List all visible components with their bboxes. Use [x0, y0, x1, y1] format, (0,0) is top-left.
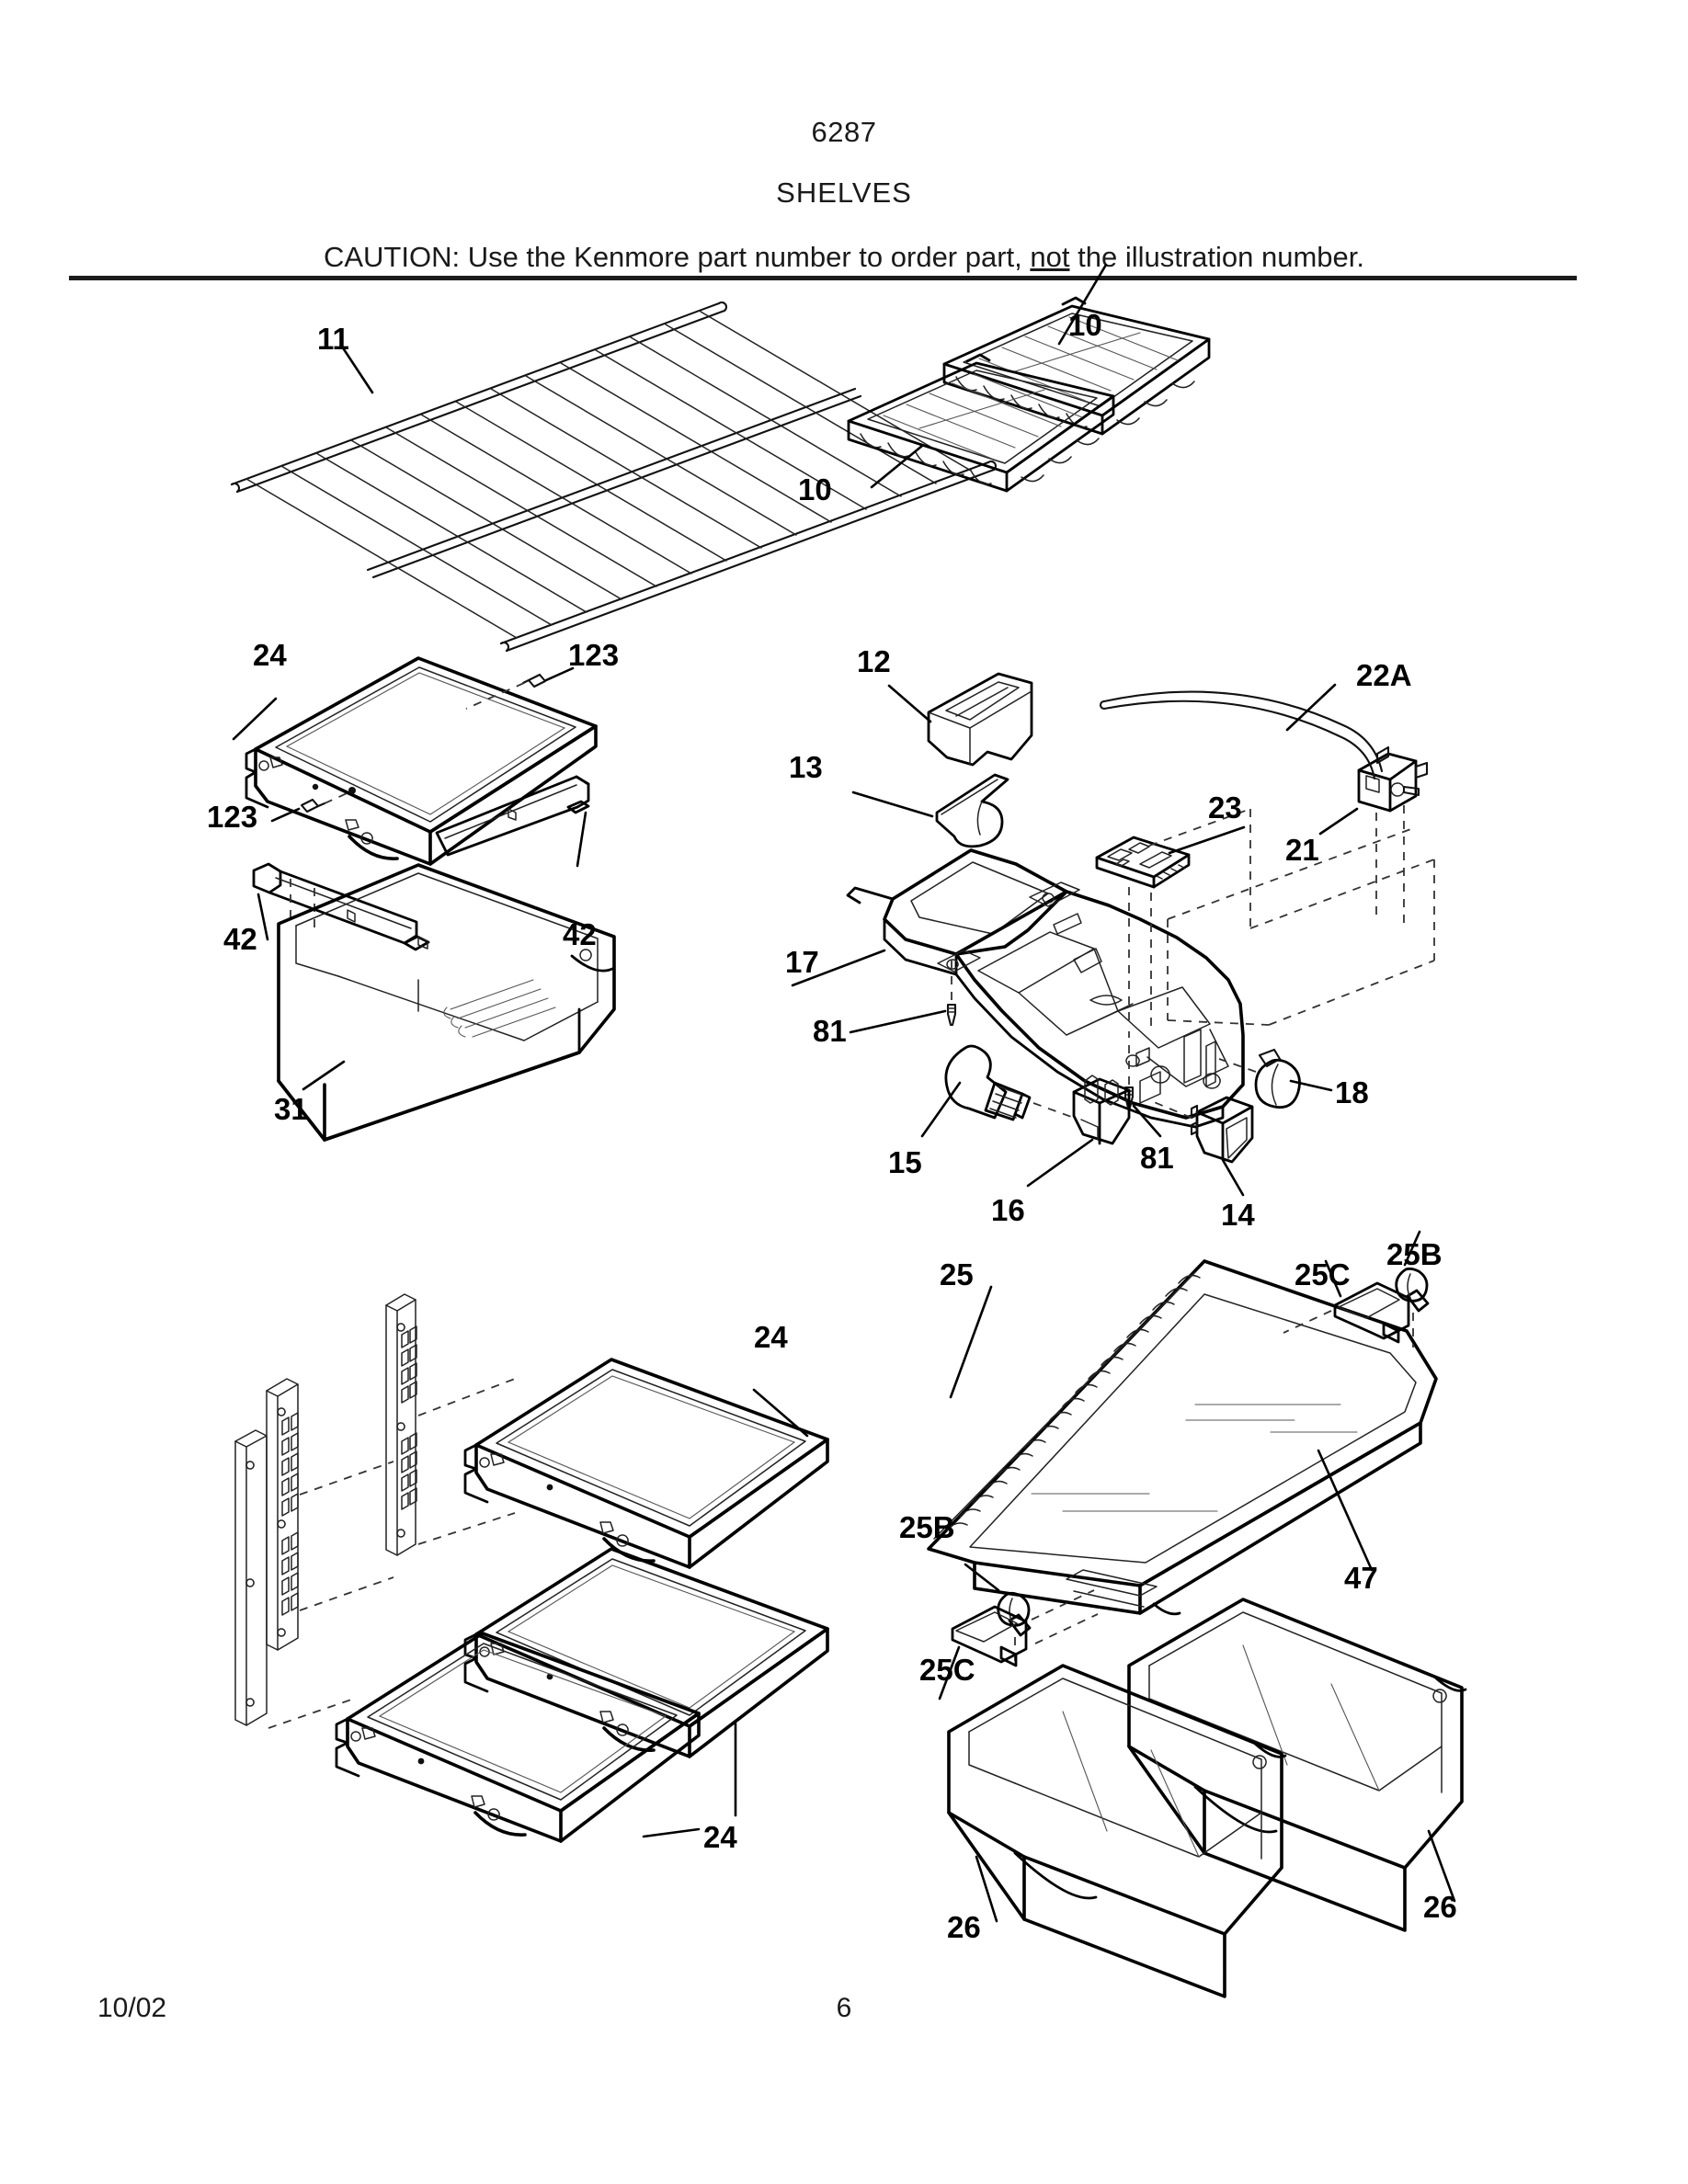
- light-bulb-art: [946, 1046, 1074, 1120]
- callout-crisper-bin-left: 26: [947, 1910, 981, 1944]
- callout-crisper-cover: 25: [940, 1257, 974, 1291]
- callout-shelf-lower: 24: [703, 1820, 737, 1854]
- callout-crisper-drawer: 31: [274, 1092, 308, 1126]
- rail-right-leader: [577, 813, 586, 866]
- screw-123-left-art: [302, 787, 356, 812]
- crisper-cover-leader: [951, 1287, 991, 1397]
- callout-control-board: 23: [1208, 791, 1242, 825]
- callout-light-bulb: 15: [888, 1145, 922, 1179]
- page-number: 6: [836, 1993, 852, 2023]
- callout-glass-shelf-top: 24: [253, 638, 287, 672]
- caution-prefix: CAUTION: Use the Kenmore part number to order part,: [323, 241, 1031, 273]
- shelf-upper-leader: [754, 1390, 807, 1436]
- rocker-switch-leader: [1223, 1160, 1243, 1195]
- crisper-bin-right-art: [1129, 1599, 1466, 1930]
- callout-ice-tray-upper: 10: [1068, 308, 1102, 342]
- revision-date: 10/02: [97, 1993, 167, 2023]
- caution-suffix: the illustration number.: [1069, 241, 1365, 273]
- callout-glass-insert: 47: [1344, 1561, 1378, 1595]
- callout-knob-lever: 13: [789, 750, 823, 784]
- screw-81-left-art: [948, 956, 955, 1025]
- callout-capillary-tube: 22A: [1356, 658, 1412, 692]
- callout-knob-cover: 12: [857, 644, 891, 678]
- shelf-bottom-art: [336, 1633, 699, 1841]
- callout-clip-25b-right: 25B: [1386, 1237, 1443, 1271]
- shelf-upper-art: [465, 1359, 827, 1567]
- callout-rocker-switch: 14: [1221, 1198, 1255, 1232]
- knob-cover-art: [929, 674, 1032, 765]
- control-board-leader: [1169, 827, 1244, 853]
- callout-rail-42-right: 42: [563, 917, 597, 951]
- callout-control-housing: 17: [785, 945, 819, 979]
- callout-wire-shelf: 11: [317, 322, 349, 356]
- callout-bracket-25c-left: 25C: [919, 1653, 975, 1687]
- callout-clip-25b-left: 25B: [899, 1510, 955, 1544]
- thermostat-leader: [1320, 809, 1357, 834]
- callout-crisper-bin-right: 26: [1423, 1890, 1457, 1924]
- callout-rail-42-left: 42: [223, 922, 257, 956]
- knob-lever-leader: [853, 792, 932, 816]
- caution-emphasis: not: [1030, 241, 1070, 273]
- rail-left-leader: [258, 894, 268, 939]
- capillary-tube-art: [1101, 692, 1382, 779]
- crisper-drawer-art: [279, 865, 614, 1140]
- shelf-ladder-rail-mid-art: [267, 1379, 298, 1650]
- section-title: SHELVES: [776, 176, 912, 209]
- callout-screw-123-left: 123: [207, 800, 258, 834]
- rail-shelf-dash-bottom: [268, 1699, 354, 1728]
- callout-bracket-25c-right: 25C: [1295, 1257, 1351, 1291]
- lamp-socket-leader: [1028, 1140, 1092, 1186]
- control-housing-art: [848, 850, 1243, 1127]
- shelf-ladder-rail-front-art: [235, 1430, 267, 1725]
- knob-cover-leader: [889, 686, 930, 722]
- light-bulb-leader: [922, 1083, 960, 1136]
- glass-shelf-top-leader: [234, 699, 276, 739]
- callout-shelf-upper: 24: [754, 1320, 788, 1354]
- callout-plug-cap: 18: [1335, 1075, 1369, 1109]
- knob-lever-art: [937, 775, 1008, 847]
- model-number: 6287: [811, 116, 877, 148]
- callout-screw-123-right: 123: [568, 638, 620, 672]
- callout-thermostat: 21: [1285, 833, 1319, 867]
- screw-81-left-leader: [850, 1011, 945, 1032]
- thermostat-art: [1149, 747, 1434, 1025]
- rail-shelf-dash-upper: [418, 1379, 515, 1544]
- shelf-middle-art: [465, 1549, 827, 1757]
- plug-cap-leader: [1291, 1081, 1331, 1090]
- rail-shelf-dash-lower: [300, 1462, 393, 1610]
- callout-lamp-socket: 16: [991, 1193, 1025, 1227]
- shelf-ladder-rail-back-art: [386, 1294, 416, 1555]
- crisper-bin-left-art: [949, 1666, 1285, 1996]
- callout-screw-81-right: 81: [1140, 1141, 1174, 1175]
- callout-ice-tray-lower: 10: [798, 472, 832, 506]
- callout-screw-81-left: 81: [813, 1014, 847, 1048]
- clip-left-leader: [965, 1564, 998, 1590]
- glass-shelf-top-art: [246, 658, 596, 864]
- ice-tray-lower-leader: [872, 446, 922, 487]
- screw-123-left-leader: [272, 809, 299, 821]
